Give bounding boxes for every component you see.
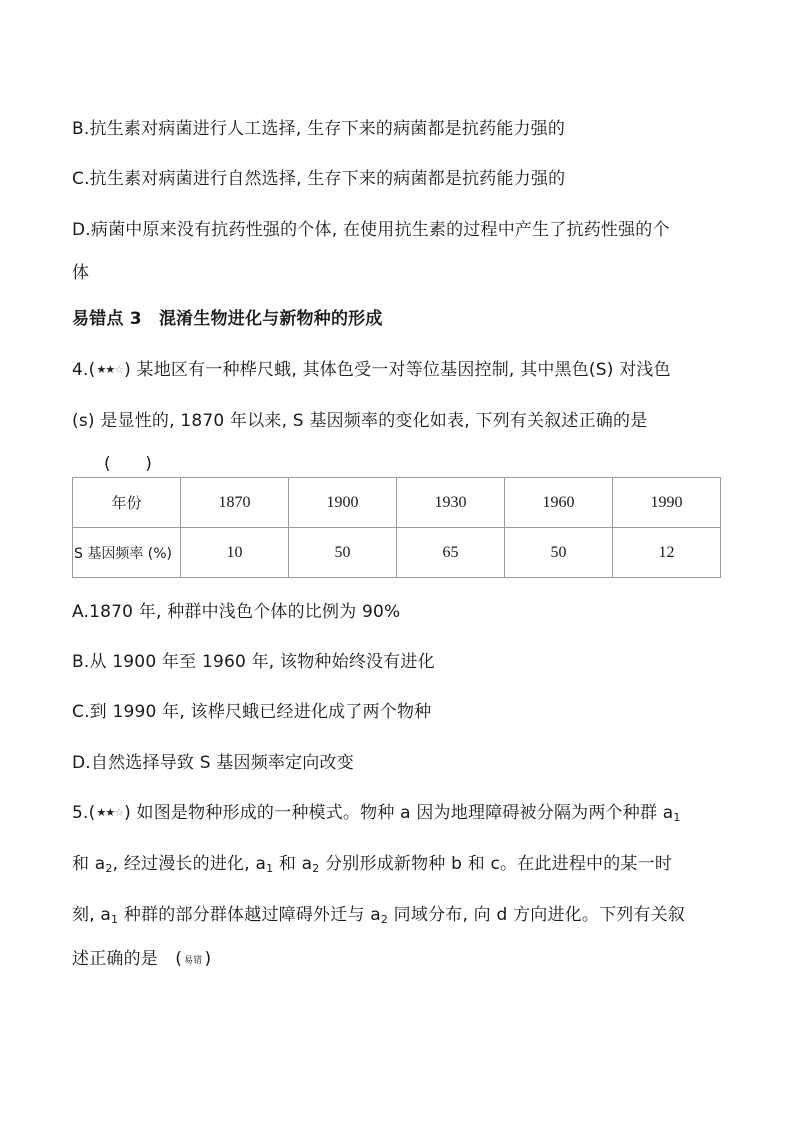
table-cell-year: 1870 <box>181 478 289 528</box>
table-cell-value: 50 <box>289 528 397 578</box>
table-cell-value: 65 <box>397 528 505 578</box>
table-cell-value: 50 <box>505 528 613 578</box>
question-4-line2: (s) 是显性的, 1870 年以来, S 基因频率的变化如表, 下列有关叙述正确的是 <box>72 411 648 431</box>
option-3b: B.抗生素对病菌进行人工选择, 生存下来的病菌都是抗药能力强的 <box>72 119 566 139</box>
table-cell-year: 1990 <box>613 478 721 528</box>
table-cell-year: 1960 <box>505 478 613 528</box>
question-5-text: ) 如图是物种形成的一种模式。物种 a 因为地理障碍被分隔为两个种群 a <box>124 803 674 823</box>
option-3c: C.抗生素对病菌进行自然选择, 生存下来的病菌都是抗药能力强的 <box>72 169 566 189</box>
table-row <box>73 478 721 528</box>
answer-paren: ( ) <box>104 454 153 474</box>
question-5-line2: 和 $a_2$, 经过漫长的进化, $a_1$ 和 $a_2$ 分别形成新物种 b 和 c。在此进程中的某一时 <box>72 854 673 875</box>
table-row-label: S 基因频率 (%) <box>73 528 181 578</box>
question-4-line1 <box>72 355 671 380</box>
option-4a: A.1870 年, 种群中浅色个体的比例为 90% <box>72 602 401 622</box>
difficulty-stars-icon: ★★☆ <box>96 363 124 376</box>
question-5-line1: 5.(★★☆) 如图是物种形成的一种模式。物种 a 因为地理障碍被分隔为两个种群 $a_1$ <box>72 803 681 824</box>
table-cell-value: 12 <box>613 528 721 578</box>
question-5-line4: 述正确的是 ( 易错 ) <box>72 949 212 969</box>
option-3d-line1: D.病菌中原来没有抗药性强的个体, 在使用抗生素的过程中产生了抗药性强的个 <box>72 220 670 240</box>
question-5-line3: 刻, $a_1$ 种群的部分群体越过障碍外迁与 $a_2$ 同域分布, 向 d 方向进化。下列有关叙 <box>72 905 686 926</box>
option-3d-line2: 体 <box>72 263 90 283</box>
table-cell-year: 1930 <box>397 478 505 528</box>
table-cell-value: 10 <box>181 528 289 578</box>
gene-frequency-table <box>72 477 721 578</box>
option-4b: B.从 1900 年至 1960 年, 该物种始终没有进化 <box>72 652 435 672</box>
option-4d: D.自然选择导致 S 基因频率定向改变 <box>72 753 354 773</box>
question-4-text: ) 某地区有一种桦尺蛾, 其体色受一对等位基因控制, 其中黑色(S) 对浅色 <box>124 360 671 380</box>
difficulty-stars-icon: ★★☆ <box>96 806 124 819</box>
table-cell-year: 1900 <box>289 478 397 528</box>
option-4c: C.到 1990 年, 该桦尺蛾已经进化成了两个物种 <box>72 702 432 722</box>
table-header-label: 年份 <box>73 478 181 528</box>
table-row <box>73 528 721 578</box>
error-prone-tag: 易错 <box>184 956 203 966</box>
section-heading: 易错点 3 混淆生物进化与新物种的形成 <box>72 309 383 329</box>
question-5-number: 5.( <box>72 803 96 823</box>
question-4-number: 4.( <box>72 360 96 380</box>
